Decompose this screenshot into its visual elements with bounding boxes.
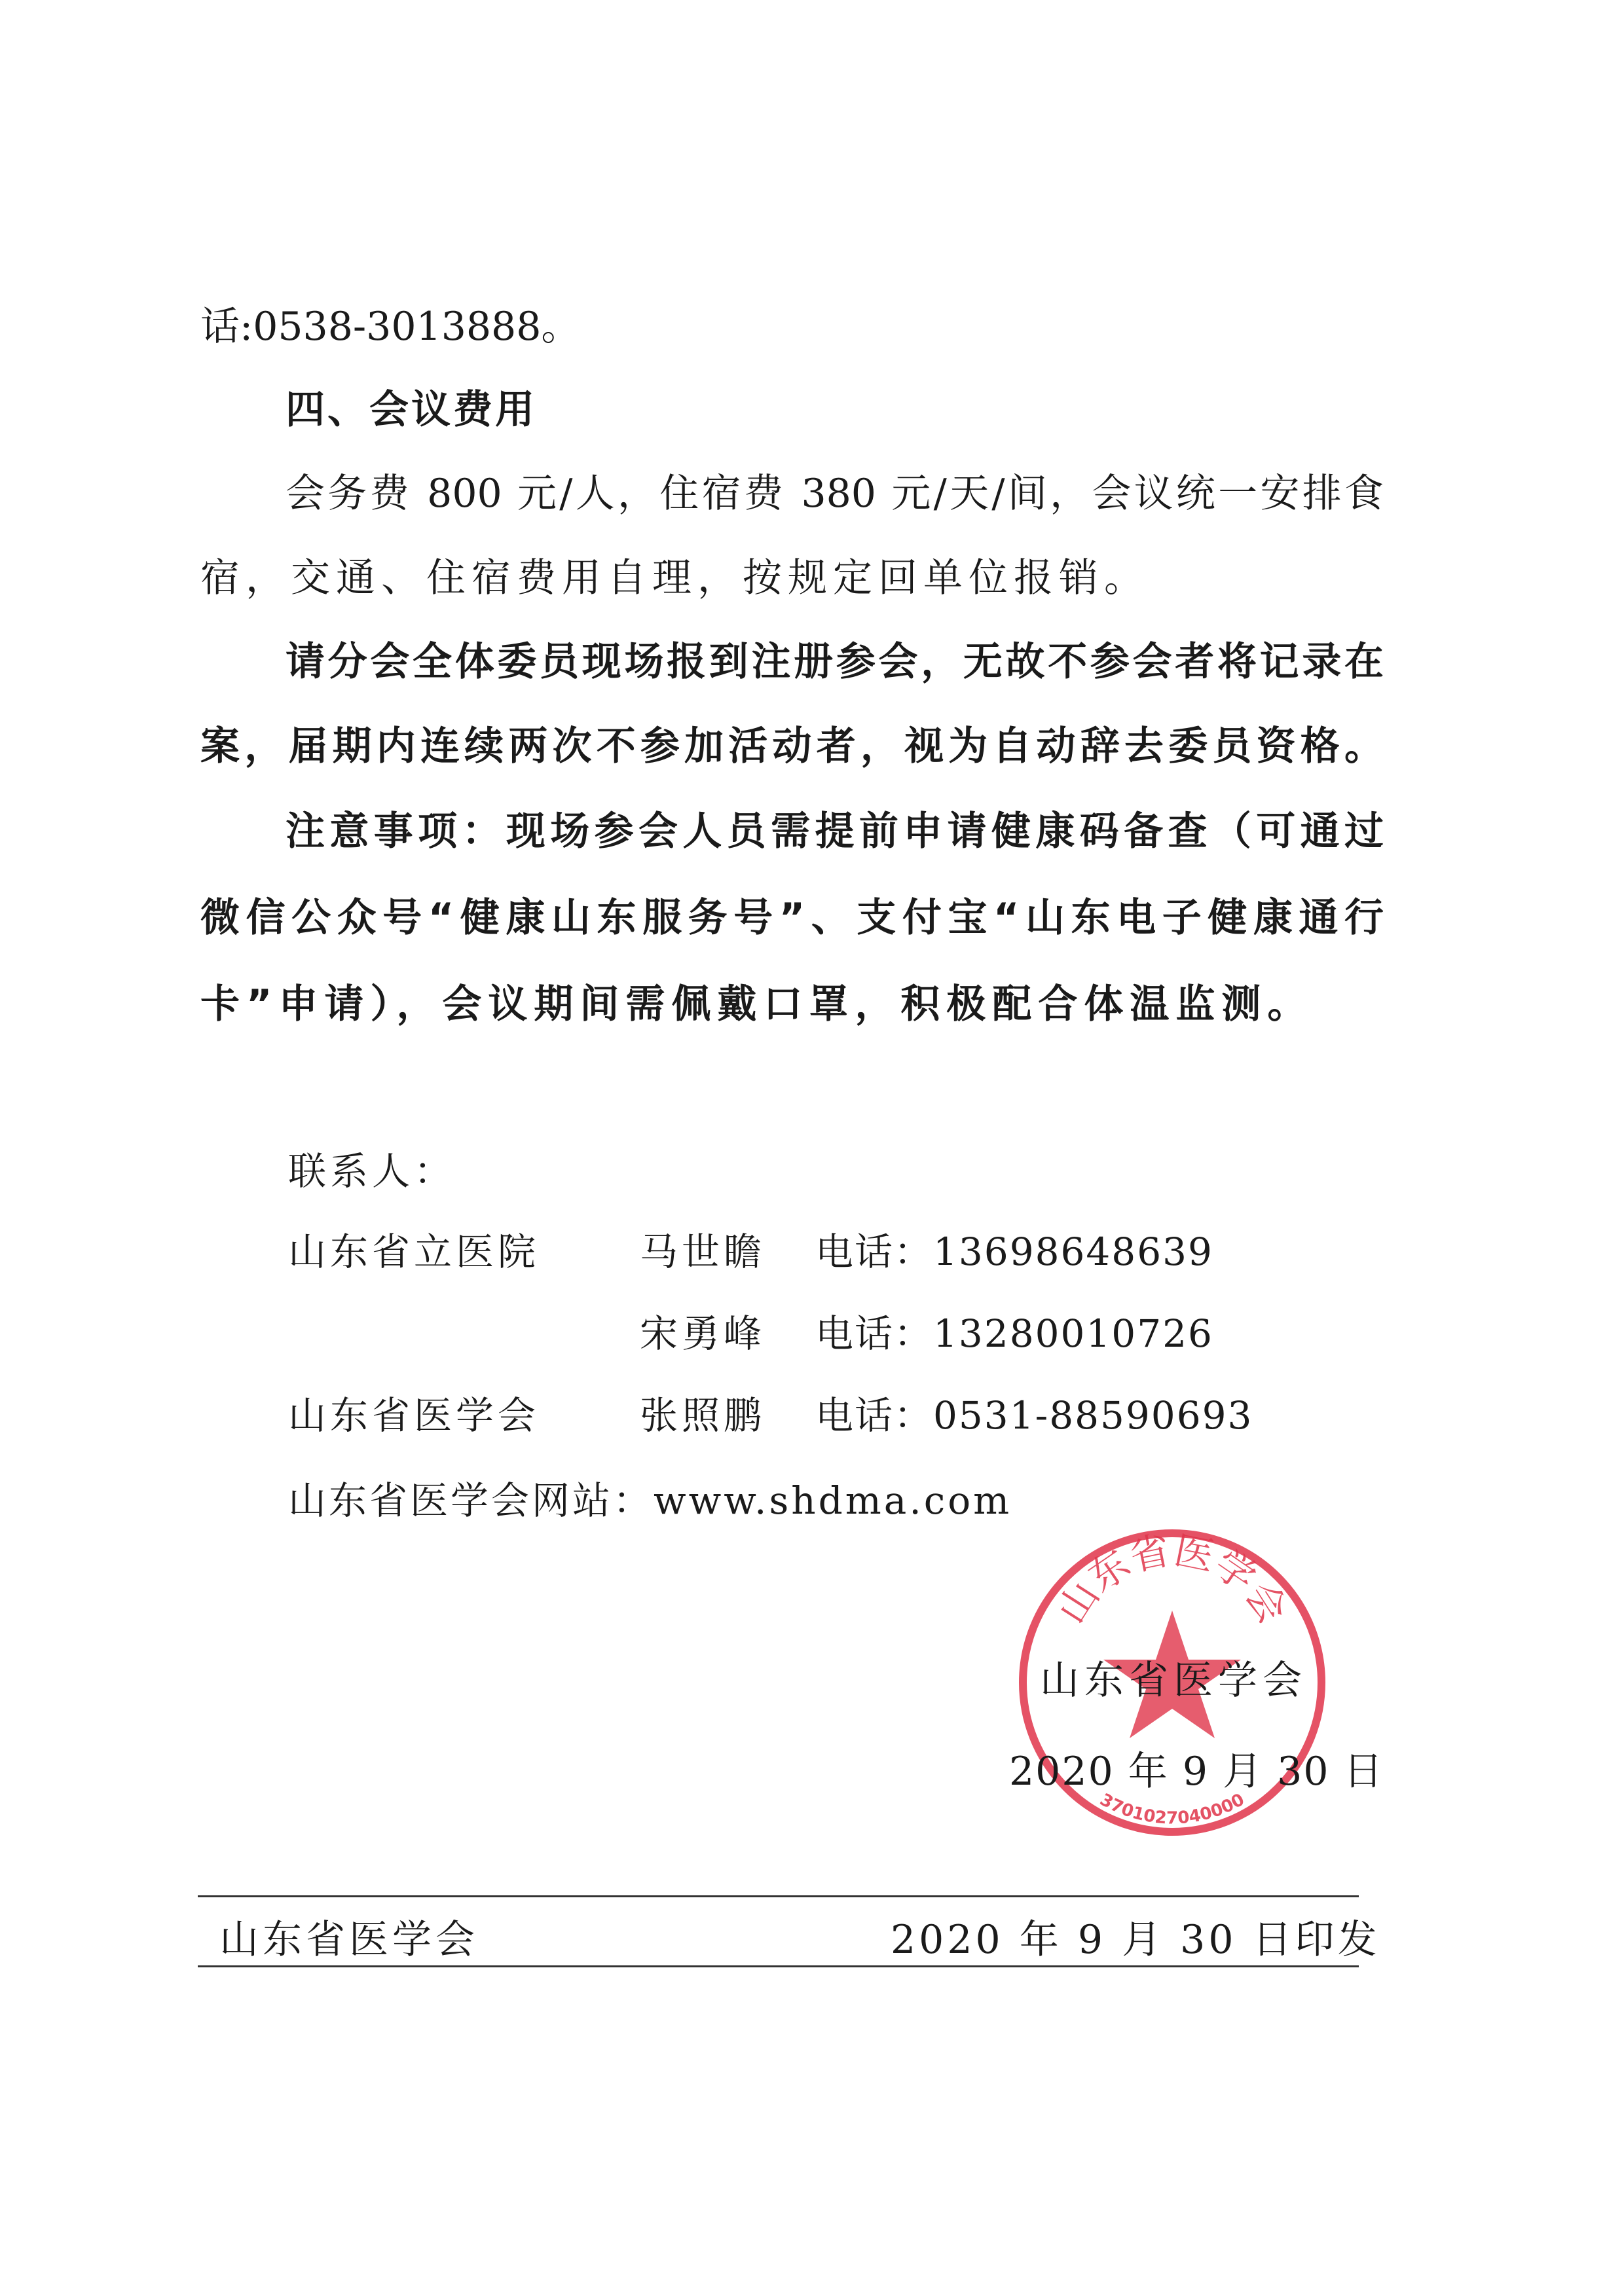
signature-org: 山东省医学会 bbox=[1040, 1658, 1307, 1704]
body-line: 请分会全体委员现场报到注册参会，无故不参会者将记录在 bbox=[286, 639, 1384, 685]
seal-org-text: 山东省医学会 bbox=[1048, 1527, 1296, 1632]
contact-org: 山东省立医院 bbox=[288, 1230, 540, 1274]
contact-name: 张照鹏 bbox=[640, 1393, 766, 1438]
body-line-continuation: 话:0538-3013888。 bbox=[200, 304, 581, 350]
signature-date: 2020 年 9 月 30 日 bbox=[1009, 1749, 1384, 1795]
seal-code-text: 3701027040000 bbox=[1096, 1789, 1248, 1829]
contact-name: 马世瞻 bbox=[640, 1230, 766, 1274]
contact-phone: 电话：13698648639 bbox=[815, 1230, 1213, 1274]
footer-issue-date: 2020 年 9 月 30 日印发 bbox=[891, 1917, 1380, 1963]
footer-bottom-rule bbox=[198, 1965, 1359, 1967]
section-heading-meeting-fees: 四、会议费用 bbox=[286, 387, 537, 433]
body-line: 会务费 800 元/人，住宿费 380 元/天/间，会议统一安排食 bbox=[286, 471, 1384, 517]
website-line: 山东省医学会网站：www.shdma.com bbox=[288, 1478, 1012, 1523]
body-line: 宿，交通、住宿费用自理，按规定回单位报销。 bbox=[200, 555, 1149, 601]
body-line: 注意事项：现场参会人员需提前申请健康码备查（可通过 bbox=[286, 809, 1384, 854]
contact-org: 山东省医学会 bbox=[288, 1393, 540, 1438]
contact-name: 宋勇峰 bbox=[640, 1311, 766, 1356]
contact-phone: 电话：0531-88590693 bbox=[815, 1393, 1253, 1438]
body-line: 卡”申请），会议期间需佩戴口罩，积极配合体温监测。 bbox=[200, 981, 1314, 1027]
body-line: 案，届期内连续两次不参加活动者，视为自动辞去委员资格。 bbox=[200, 723, 1384, 769]
contacts-label: 联系人： bbox=[288, 1149, 456, 1194]
body-line: 微信公众号“健康山东服务号”、支付宝“山东电子健康通行 bbox=[200, 895, 1384, 941]
footer-issuer: 山东省医学会 bbox=[219, 1917, 479, 1963]
contact-phone: 电话：13280010726 bbox=[815, 1311, 1213, 1356]
footer-top-rule bbox=[198, 1895, 1359, 1897]
